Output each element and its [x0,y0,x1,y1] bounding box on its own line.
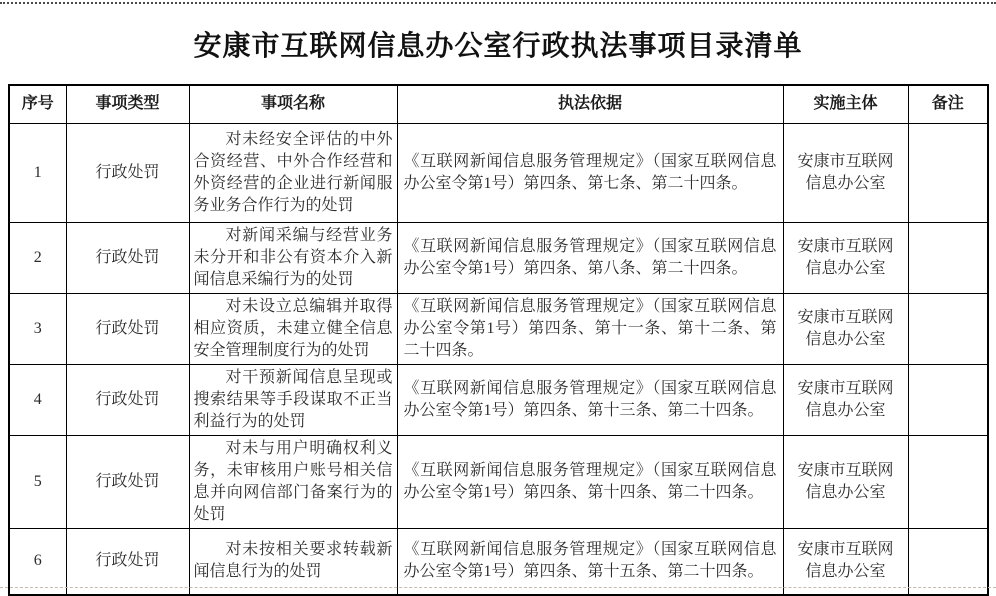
cell-remarks [908,293,988,364]
column-header-implementing-body: 实施主体 [783,85,908,123]
cell-legal-basis: 《互联网新闻信息服务管理规定》（国家互联网信息办公室令第1号）第四条、第七条、第二十四条。 [397,123,783,222]
enforcement-items-table [8,84,989,596]
cell-serial-number: 1 [9,123,66,222]
cell-implementing-body: 安康市互联网信息办公室 [783,222,908,293]
cell-implementing-body: 安康市互联网信息办公室 [783,364,908,435]
cell-item-type: 行政处罚 [66,222,189,293]
cell-item-type: 行政处罚 [66,123,189,222]
cell-implementing-body: 安康市互联网信息办公室 [783,528,908,595]
cell-implementing-body: 安康市互联网信息办公室 [783,435,908,528]
cell-item-type: 行政处罚 [66,364,189,435]
page-top-dotted-divider [0,2,996,4]
cell-serial-number: 6 [9,528,66,595]
cell-remarks [908,222,988,293]
cell-serial-number: 3 [9,293,66,364]
cell-remarks [908,528,988,595]
cell-item-name: 对未经安全评估的中外合资经营、中外合作经营和外资经营的企业进行新闻服务业务合作行为的处罚 [189,123,397,222]
cell-legal-basis: 《互联网新闻信息服务管理规定》（国家互联网信息办公室令第1号）第四条、第十一条、第十二条、第二十四条。 [397,293,783,364]
cell-item-name: 对未与用户明确权利义务，未审核用户账号相关信息并向网信部门备案行为的处罚 [189,435,397,528]
cell-serial-number: 5 [9,435,66,528]
cell-legal-basis: 《互联网新闻信息服务管理规定》（国家互联网信息办公室令第1号）第四条、第八条、第二十四条。 [397,222,783,293]
cell-item-type: 行政处罚 [66,293,189,364]
cell-implementing-body: 安康市互联网信息办公室 [783,123,908,222]
cell-item-type: 行政处罚 [66,435,189,528]
cell-item-name: 对未按相关要求转载新闻信息行为的处罚 [189,528,397,595]
column-header-item-type: 事项类型 [66,85,189,123]
table-row [9,293,988,364]
cell-item-name: 对新闻采编与经营业务未分开和非公有资本介入新闻信息采编行为的处罚 [189,222,397,293]
cell-item-name: 对未设立总编辑并取得相应资质，未建立健全信息安全管理制度行为的处罚 [189,293,397,364]
table-row [9,528,988,595]
cell-item-type: 行政处罚 [66,528,189,595]
column-header-legal-basis: 执法依据 [397,85,783,123]
column-header-no: 序号 [9,85,66,123]
page-bottom-dashed-divider [0,587,996,588]
page-title: 安康市互联网信息办公室行政执法事项目录清单 [193,31,803,62]
table-row [9,364,988,435]
cell-legal-basis: 《互联网新闻信息服务管理规定》（国家互联网信息办公室令第1号）第四条、第十三条、第二十四条。 [397,364,783,435]
table-row [9,123,988,222]
cell-serial-number: 2 [9,222,66,293]
cell-item-name: 对干预新闻信息呈现或搜索结果等手段谋取不正当利益行为的处罚 [189,364,397,435]
table-header-row [9,85,988,123]
table-row [9,435,988,528]
cell-serial-number: 4 [9,364,66,435]
cell-legal-basis: 《互联网新闻信息服务管理规定》（国家互联网信息办公室令第1号）第四条、第十四条、第二十四条。 [397,435,783,528]
cell-remarks [908,364,988,435]
column-header-item-name: 事项名称 [189,85,397,123]
cell-implementing-body: 安康市互联网信息办公室 [783,293,908,364]
cell-remarks [908,435,988,528]
cell-remarks [908,123,988,222]
cell-legal-basis: 《互联网新闻信息服务管理规定》（国家互联网信息办公室令第1号）第四条、第十五条、第二十四条。 [397,528,783,595]
table-row [9,222,988,293]
column-header-remarks: 备注 [908,85,988,123]
